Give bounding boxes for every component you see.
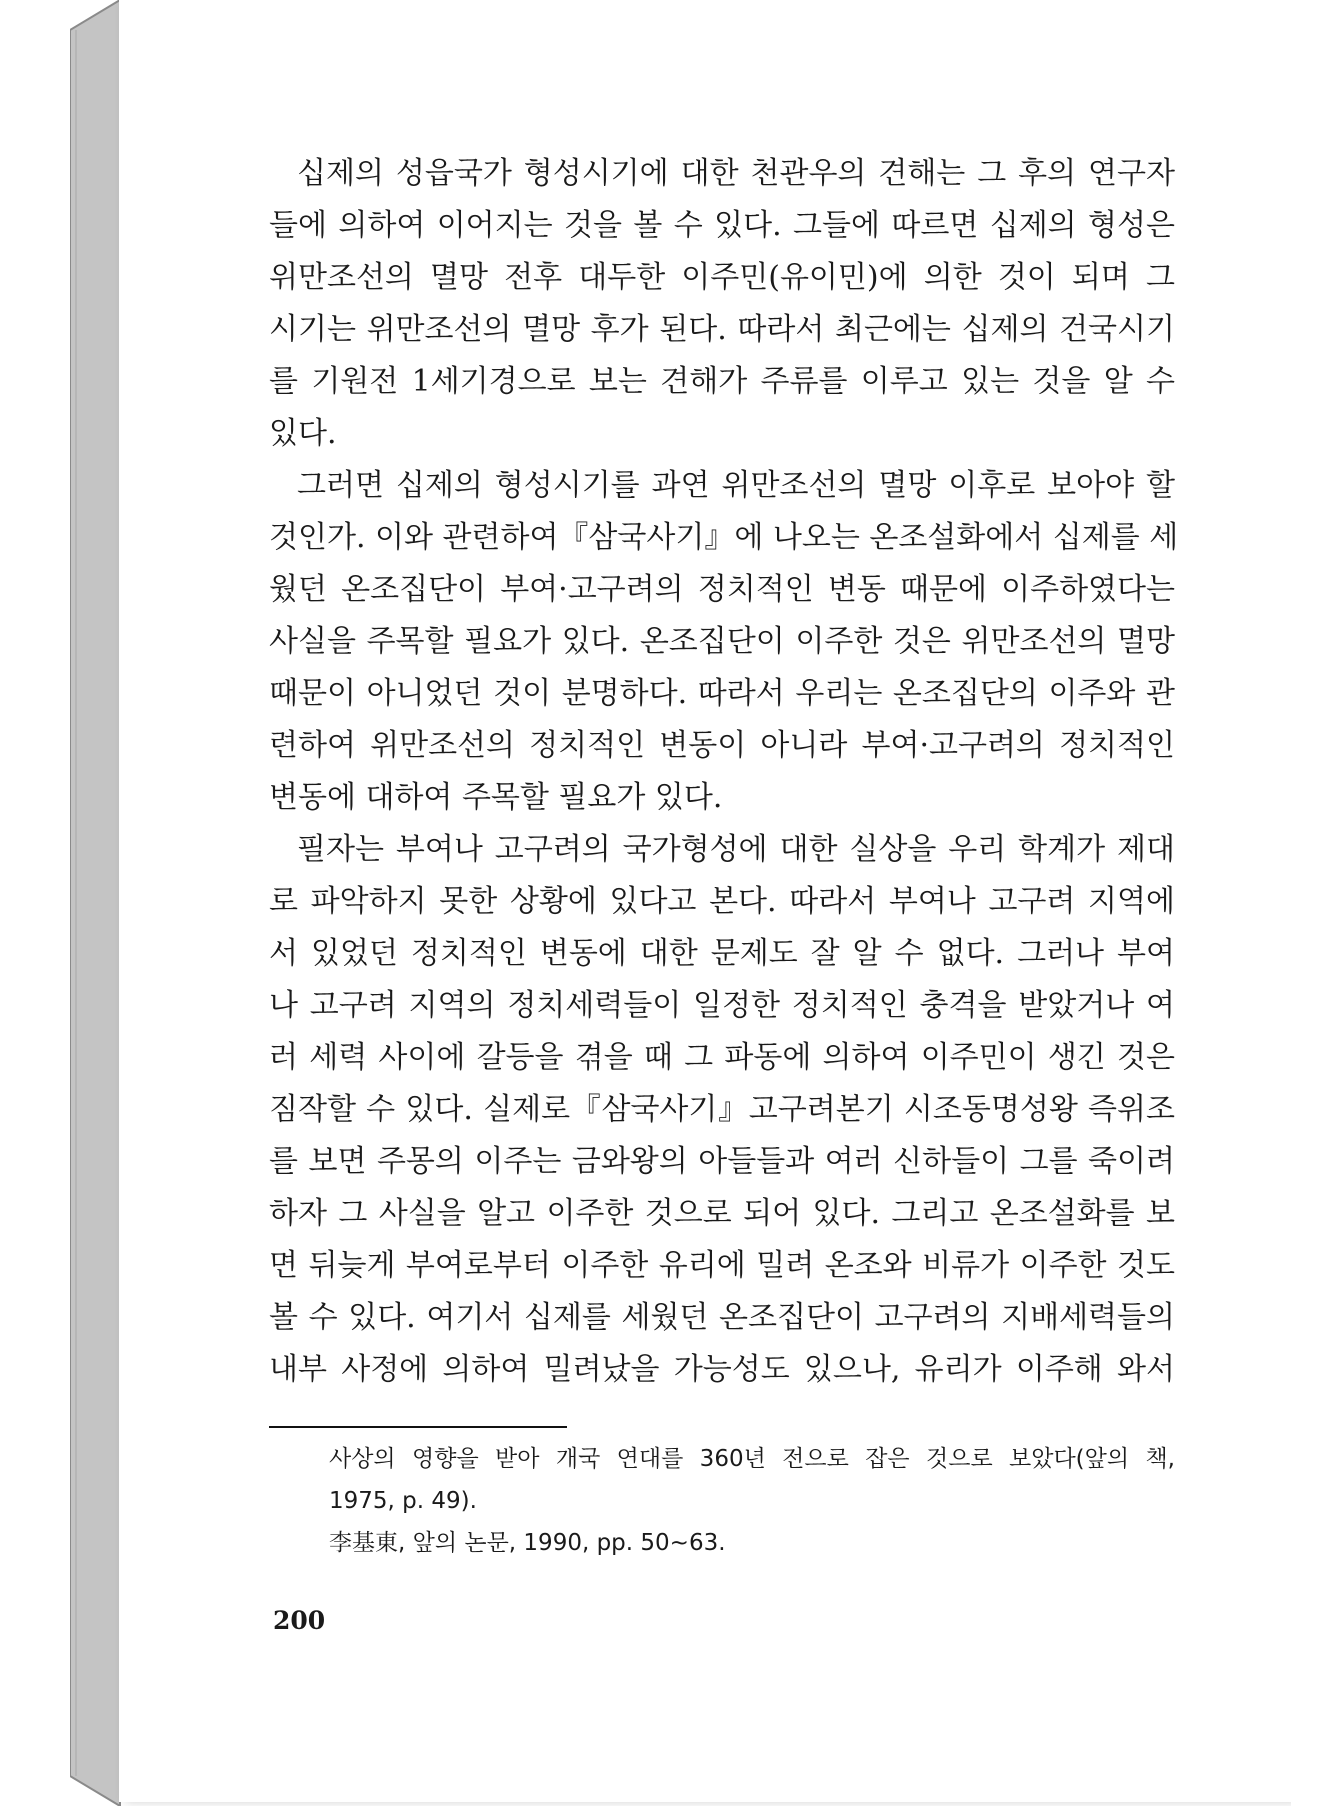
text-line: 를 기원전 1세기경으로 보는 견해가 주류를 이루고 있는 것을 알 수: [269, 364, 1175, 399]
text-line: 련하여 위만조선의 정치적인 변동이 아니라 부여·고구려의 정치적인: [269, 728, 1175, 763]
text-line: 러 세력 사이에 갈등을 겪을 때 그 파동에 의하여 이주민이 생긴 것은: [269, 1040, 1175, 1075]
text-line: 를 보면 주몽의 이주는 금와왕의 아들들과 여러 신하들이 그를 죽이려: [269, 1144, 1175, 1179]
text-line: 들에 의하여 이어지는 것을 볼 수 있다. 그들에 따르면 십제의 형성은: [269, 208, 1175, 243]
text-line: 사실을 주목할 필요가 있다. 온조집단이 이주한 것은 위만조선의 멸망: [269, 624, 1175, 659]
text-line: 있다.: [269, 416, 337, 451]
book-edge: [70, 0, 122, 1806]
body-text: [269, 148, 1179, 1396]
footnote-line: 李基東, 앞의 논문, 1990, pp. 50~63.: [329, 1530, 726, 1556]
page-margin: [1291, 0, 1319, 1806]
text-line: 시기는 위만조선의 멸망 후가 된다. 따라서 최근에는 십제의 건국시기: [269, 312, 1175, 347]
book-page: [119, 0, 1293, 1802]
text-line: 위만조선의 멸망 전후 대두한 이주민(유이민)에 의한 것이 되며 그: [269, 260, 1175, 295]
footnote-divider: [269, 1426, 567, 1428]
text-line: 내부 사정에 의하여 밀려났을 가능성도 있으나, 유리가 이주해 와서: [269, 1352, 1175, 1387]
text-line: 필자는 부여나 고구려의 국가형성에 대한 실상을 우리 학계가 제대: [297, 832, 1175, 867]
text-line: 나 고구려 지역의 정치세력들이 일정한 정치적인 충격을 받았거나 여: [269, 988, 1175, 1023]
page-number: 200: [273, 1606, 326, 1635]
text-line: 때문이 아니었던 것이 분명하다. 따라서 우리는 온조집단의 이주와 관: [269, 676, 1175, 711]
text-line: 짐작할 수 있다. 실제로『삼국사기』고구려본기 시조동명성왕 즉위조: [269, 1092, 1175, 1127]
text-line: 볼 수 있다. 여기서 십제를 세웠던 온조집단이 고구려의 지배세력들의: [269, 1300, 1175, 1335]
text-line: 면 뒤늦게 부여로부터 이주한 유리에 밀려 온조와 비류가 이주한 것도: [269, 1248, 1175, 1283]
text-line: 변동에 대하여 주목할 필요가 있다.: [269, 780, 723, 815]
text-line: 서 있었던 정치적인 변동에 대한 문제도 잘 알 수 없다. 그러나 부여: [269, 936, 1175, 971]
text-line: 웠던 온조집단이 부여·고구려의 정치적인 변동 때문에 이주하였다는: [269, 572, 1175, 607]
text-line: 하자 그 사실을 알고 이주한 것으로 되어 있다. 그리고 온조설화를 보: [269, 1196, 1175, 1231]
text-line: 것인가. 이와 관련하여『삼국사기』에 나오는 온조설화에서 십제를 세: [269, 520, 1179, 555]
footnote-line: 1975, p. 49).: [329, 1488, 477, 1514]
text-line: 로 파악하지 못한 상황에 있다고 본다. 따라서 부여나 고구려 지역에: [269, 884, 1175, 919]
text-line: 십제의 성읍국가 형성시기에 대한 천관우의 견해는 그 후의 연구자: [297, 156, 1175, 191]
footnotes: [329, 1438, 1175, 1564]
footnote-line: 사상의 영향을 받아 개국 연대를 360년 전으로 잡은 것으로 보았다(앞의 책,: [329, 1446, 1175, 1472]
text-line: 그러면 십제의 형성시기를 과연 위만조선의 멸망 이후로 보아야 할: [297, 468, 1175, 503]
